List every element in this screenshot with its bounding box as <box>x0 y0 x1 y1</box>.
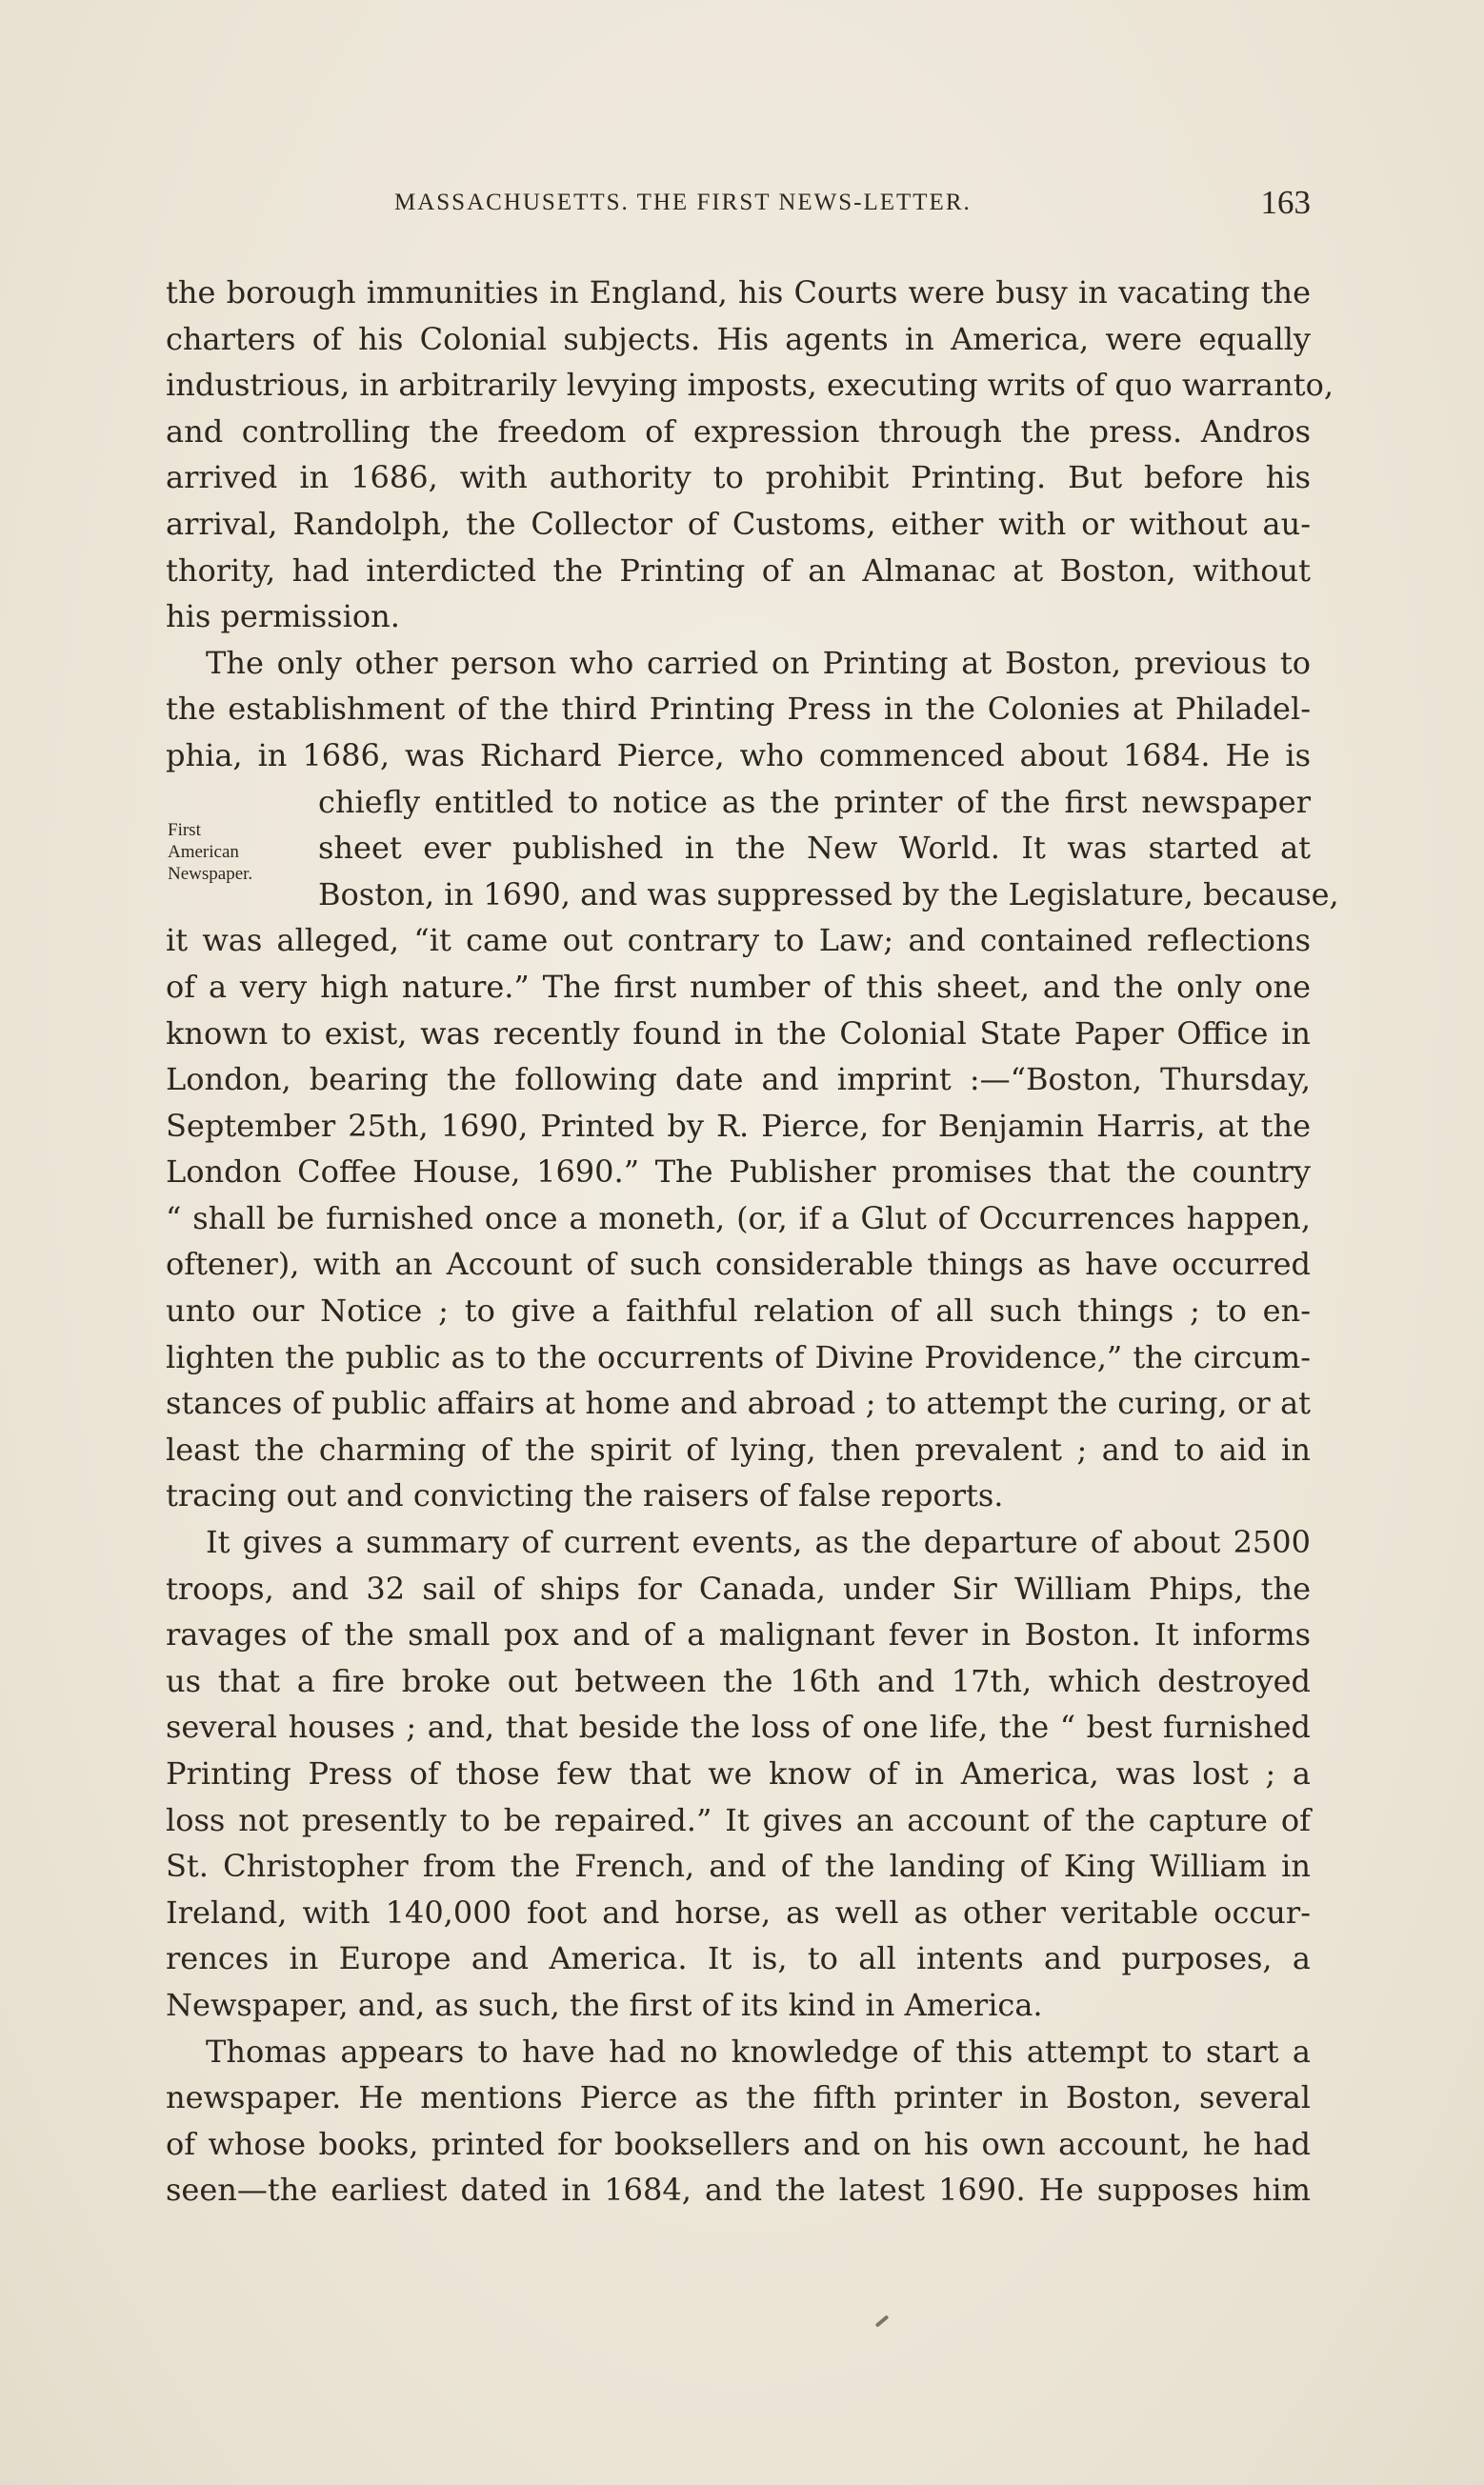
text-line: of a very high nature.” The first number of this sheet, and the only one <box>166 968 1311 1005</box>
text-line: industrious, in arbitrarily levying imposts, executing writs of quo warranto, <box>166 367 1334 404</box>
text-line: thority, had interdicted the Printing of an Almanac at Boston, without <box>166 551 1311 589</box>
text-line: and controlling the freedom of expression through the press. Andros <box>166 412 1311 450</box>
text-line: oftener), with an Account of such considerable things as have occurred <box>166 1246 1311 1283</box>
text-line: September 25th, 1690, Printed by R. Pierce, for Benjamin Harris, at the <box>166 1107 1311 1144</box>
text-line: charters of his Colonial subjects. His agents in America, were equally <box>166 320 1311 357</box>
text-line: It gives a summary of current events, as the departure of about 2500 <box>206 1524 1311 1561</box>
text-line: arrived in 1686, with authority to prohibit Printing. But before his <box>166 459 1311 496</box>
text-line: loss not presently to be repaired.” It gives an account of the capture of <box>166 1801 1311 1838</box>
text-line: London, bearing the following date and imprint :—“Boston, Thursday, <box>166 1061 1311 1098</box>
text-line: of whose books, printed for booksellers and on his own account, he had <box>166 2125 1311 2162</box>
text-line: the borough immunities in England, his Courts were busy in vacating the <box>166 274 1311 311</box>
running-head <box>166 184 1311 231</box>
text-line: tracing out and convicting the raisers of false reports. <box>166 1477 1004 1514</box>
text-line: rences in Europe and America. It is, to all intents and purposes, a <box>166 1940 1311 1977</box>
text-line: newspaper. He mentions Pierce as the fifth printer in Boston, several <box>166 2079 1311 2116</box>
text-line: sheet ever published in the New World. It was started at <box>318 830 1311 867</box>
text-line: chiefly entitled to notice as the printer of the first newspaper <box>318 783 1311 820</box>
page-number: 163 <box>1260 184 1311 221</box>
text-line: it was alleged, “it came out contrary to Law; and contained reflections <box>166 922 1311 959</box>
text-line: the establishment of the third Printing Press in the Colonies at Philadel- <box>166 691 1311 728</box>
text-line: ravages of the small pox and of a malignant fever in Boston. It informs <box>166 1616 1311 1653</box>
text-line: least the charming of the spirit of lying, then prevalent ; and to aid in <box>166 1431 1311 1468</box>
text-line: The only other person who carried on Printing at Boston, previous to <box>206 644 1311 681</box>
text-line: unto our Notice ; to give a faithful relation of all such things ; to en- <box>166 1293 1311 1330</box>
text-line: Thomas appears to have had no knowledge of this attempt to start a <box>206 2033 1311 2070</box>
text-line: stances of public affairs at home and abroad ; to attempt the curing, or at <box>166 1385 1311 1422</box>
margin-note-line: First <box>168 820 201 840</box>
pencil-mark <box>875 2315 890 2327</box>
text-line: arrival, Randolph, the Collector of Customs, either with or without au- <box>166 505 1311 542</box>
text-line: us that a fire broke out between the 16th and 17th, which destroyed <box>166 1662 1311 1699</box>
running-title: MASSACHUSETTS. THE FIRST NEWS-LETTER. <box>394 190 972 215</box>
text-line: “ shall be furnished once a moneth, (or, if a Glut of Occurrences happen, <box>166 1199 1311 1236</box>
text-line: seen—the earliest dated in 1684, and the latest 1690. He supposes him <box>166 2172 1311 2209</box>
text-line: Boston, in 1690, and was suppressed by the Legislature, because, <box>318 875 1339 912</box>
margin-note-line: Newspaper. <box>168 864 253 884</box>
text-line: troops, and 32 sail of ships for Canada, under Sir William Phips, the <box>166 1570 1311 1607</box>
text-line: phia, in 1686, was Richard Pierce, who commenced about 1684. He is <box>166 736 1311 773</box>
text-line: his permission. <box>166 598 400 635</box>
margin-note-line: American <box>168 842 239 862</box>
text-line: London Coffee House, 1690.” The Publisher promises that the country <box>166 1153 1311 1191</box>
text-line: Printing Press of those few that we know of in America, was lost ; a <box>166 1755 1311 1792</box>
body-text <box>166 270 1339 2214</box>
text-line: lighten the public as to the occurrents of Divine Providence,” the circum- <box>166 1338 1311 1375</box>
margin-note <box>168 819 320 885</box>
text-line: several houses ; and, that beside the loss of one life, the “ best furnished <box>166 1709 1311 1746</box>
text-line: Newspaper, and, as such, the first of its kind in America. <box>166 1986 1043 2023</box>
text-line: Ireland, with 140,000 foot and horse, as well as other veritable occur- <box>166 1894 1311 1931</box>
text-line: known to exist, was recently found in the Colonial State Paper Office in <box>166 1014 1311 1052</box>
text-line: St. Christopher from the French, and of the landing of King William in <box>166 1848 1311 1885</box>
